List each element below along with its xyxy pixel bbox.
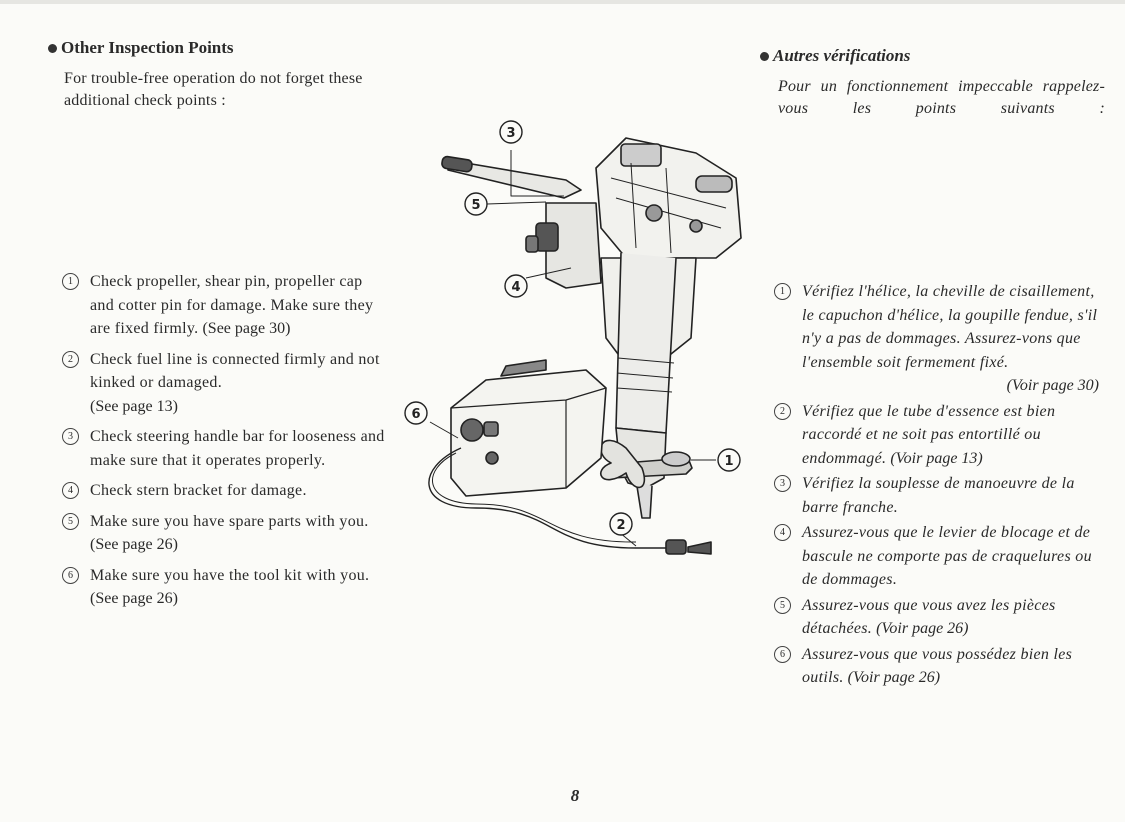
callout-6 [405, 402, 427, 424]
page-reference: (Voir page 26) [847, 669, 941, 686]
page-number: 8 [570, 786, 580, 805]
list-item [62, 425, 387, 472]
top-edge-rule [0, 0, 1125, 4]
circled-number: 5 [62, 513, 79, 530]
circled-number: 1 [62, 273, 79, 290]
french-column [760, 46, 1105, 686]
french-heading-text: Autres vérifications [773, 46, 911, 65]
english-heading-text: Other Inspection Points [61, 38, 234, 57]
circled-number: 4 [62, 482, 79, 499]
page-reference: (See page 26) [90, 536, 178, 553]
english-checklist [62, 270, 387, 618]
list-item [62, 479, 387, 503]
english-column [48, 38, 393, 607]
circled-number: 6 [774, 646, 791, 663]
svg-text:2: 2 [616, 518, 626, 533]
circled-number: 1 [774, 283, 791, 300]
circled-number: 3 [62, 428, 79, 445]
page-reference: (See page 26) [90, 590, 178, 607]
item-text: Vérifiez l'hélice, la cheville de cisaillement, le capuchon d'hélice, la goupille fendue, s'il n'y a pas de dommages. Assurez-vons que l'ensemble soit fermement fixé. [802, 283, 1098, 371]
circled-number: 2 [774, 403, 791, 420]
outboard-motor-illustration [396, 108, 746, 568]
circled-number: 4 [774, 524, 791, 541]
list-item [774, 643, 1099, 690]
list-item [62, 564, 387, 611]
list-item [62, 348, 387, 419]
page-reference: (Voir page 26) [876, 620, 969, 637]
page-reference: (See page 13) [90, 397, 178, 415]
english-intro: For trouble-free operation do not forget these additional check points : [64, 70, 363, 109]
french-heading [760, 46, 1105, 66]
item-text: Vérifiez la souplesse de manoeuvre de la barre franche. [802, 475, 1075, 516]
item-text: Check stern bracket for damage. [90, 482, 307, 499]
circled-number: 3 [774, 475, 791, 492]
item-text: Check steering handle bar for looseness and make sure that it operates properly. [90, 428, 385, 469]
svg-text:1: 1 [724, 454, 734, 469]
callout-3 [500, 121, 522, 143]
svg-text:4: 4 [511, 280, 521, 295]
list-item [62, 510, 387, 557]
item-text: Assurez-vous que vous possédez bien les outils. [802, 645, 1073, 686]
item-text: Vérifiez que le tube d'essence est bien raccordé et ne soit pas entortillé ou endommagé. [802, 402, 1056, 467]
list-item [774, 472, 1099, 519]
list-item [774, 594, 1099, 641]
item-text: Check propeller, shear pin, propeller cap and cotter pin for damage. Make sure they are fixed firmly. [90, 273, 374, 337]
page-reference: (Voir page 13) [890, 449, 983, 467]
callout-4 [505, 275, 527, 297]
item-text: Assurez-vous que le levier de blocage et de bascule ne comporte pas de craquelures ou de dommages. [802, 524, 1092, 588]
svg-text:5: 5 [471, 198, 481, 213]
list-item [774, 521, 1099, 592]
item-text: Make sure you have the tool kit with you. [90, 566, 370, 584]
svg-text:3: 3 [506, 126, 516, 141]
page-reference: (Voir page 30) [1006, 377, 1099, 394]
circled-number: 5 [774, 597, 791, 614]
french-intro: Pour un fonctionnement impeccable rappelez-vous les points suivants : [778, 78, 1105, 117]
list-item [774, 280, 1099, 398]
circled-number: 2 [62, 351, 79, 368]
french-checklist [774, 280, 1099, 692]
item-text: Check fuel line is connected firmly and not kinked or damaged. [90, 350, 380, 391]
page-reference: (See page 30) [202, 320, 291, 337]
callout-2 [610, 513, 632, 535]
bullet-icon [48, 44, 57, 53]
item-text: Assurez-vous que vous avez les pièces détachées. [802, 596, 1056, 637]
bullet-icon [760, 52, 769, 61]
list-item [62, 270, 387, 341]
item-text: Make sure you have spare parts with you. [90, 512, 369, 530]
list-item [774, 400, 1099, 471]
english-heading [48, 38, 393, 58]
circled-number: 6 [62, 567, 79, 584]
svg-text:6: 6 [411, 407, 421, 422]
callout-5 [465, 193, 487, 215]
callout-1 [718, 449, 740, 471]
